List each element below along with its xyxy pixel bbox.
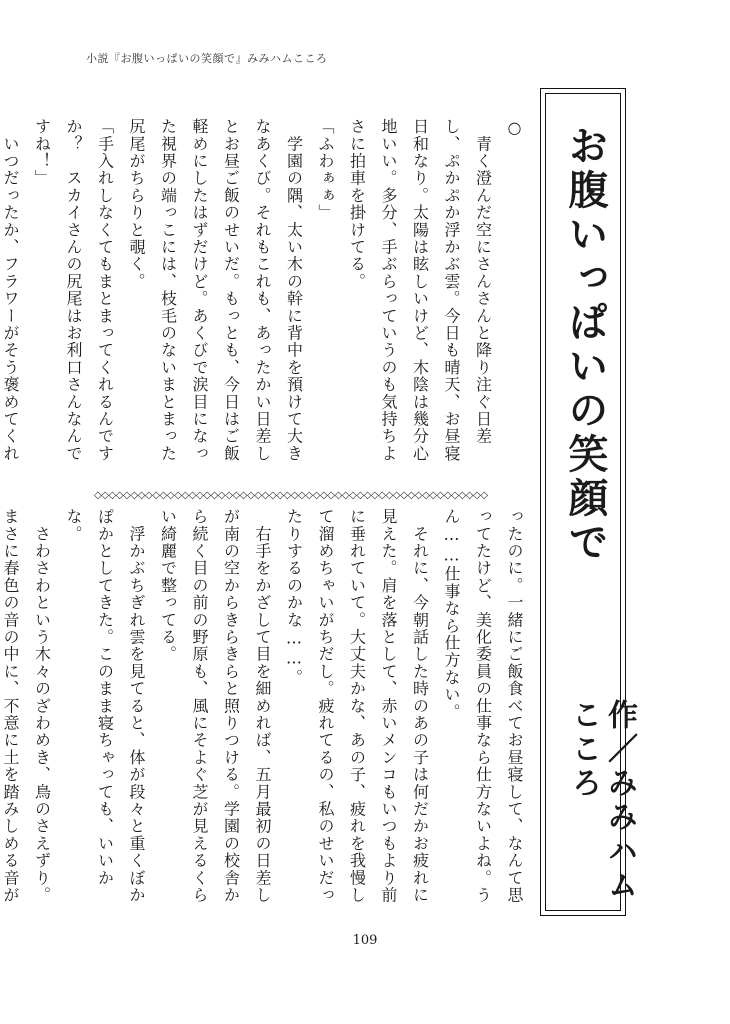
paragraph: 「手入れしなくてもまとまってくれるんですか？ スカイさんの尻尾はお利口さんなんですね！」 bbox=[32, 118, 115, 462]
text-column-bottom bbox=[1, 508, 530, 918]
text-column-top bbox=[1, 118, 530, 478]
paragraph: ったのに。一緒にご飯食べてお昼寝して、なんて思ってたけど、美化委員の仕事なら仕方ないよね。うん……仕事なら仕方ない。 bbox=[442, 508, 524, 904]
story-title: お腹いっぱいの笑顔で bbox=[562, 125, 609, 565]
title-box bbox=[540, 88, 637, 916]
paragraph: ○ bbox=[505, 118, 524, 139]
running-header: 小説『お腹いっぱいの笑顔で』みみハムこころ bbox=[86, 52, 328, 65]
paragraph: 右手をかざして目を細めれば、五月最初の日差しが南の空からきらきらと照りつける。学園の校舎から続く目の前の野原も、風にそよぐ芝が見えるくらい綺麗で整ってる。 bbox=[158, 508, 272, 904]
page-number: 109 bbox=[352, 933, 378, 948]
paragraph: 浮かぶちぎれ雲を見てると、体が段々と重くぼかぽかとしてきた。このまま寝ちゃっても、いいかな。 bbox=[64, 508, 146, 904]
paragraph: 青く澄んだ空にさんさんと降り注ぐ日差し、ぷかぷか浮かぶ雲。今日も晴天、お昼寝日和なり。太陽は眩しいけど、木陰は幾分心地いい。多分、手ぶらっていうのも気持ちよさに拍車を掛けてる。 bbox=[347, 118, 493, 462]
paragraph: それに、今朝話した時のあの子は何だかお疲れに見えた。肩を落として、赤いメンコもいつもより前に垂れていて。大丈夫かな、あの子、疲れを我慢して溜めちゃいがちだし。疲れてるの、私のせいだったりするのかな……。 bbox=[284, 508, 430, 904]
paragraph: さわさわという木々のざわめき、鳥のさえずり。まさに春色の音の中に、不意に土を踏みしめる音が bbox=[1, 508, 52, 904]
paragraph: 学園の隅、太い木の幹に背中を預けて大きなあくび。それもこれも、あったかい日差しとお昼ご飯のせいだ。もっとも、今日はご飯軽めにしたはずだけど。あくびで涙目になった視界の端っこには、枝毛のないまとまった尻尾がちらりと覗く。 bbox=[127, 118, 304, 462]
diamond-divider: ◇◇◇◇◇◇◇◇◇◇◇◇◇◇◇◇◇◇◇◇◇◇◇◇◇◇◇◇◇◇◇◇◇◇◇◇◇◇◇◇◇◇◇◇◇◇◇◇◇◇◇◇◇◇ bbox=[94, 490, 488, 501]
paragraph: 「ふわぁぁ」 bbox=[316, 118, 335, 222]
author-credit: 作／みみハムこころ bbox=[566, 699, 637, 903]
paragraph: いつだったか、フラワーがそう褒めてくれ bbox=[1, 135, 20, 462]
